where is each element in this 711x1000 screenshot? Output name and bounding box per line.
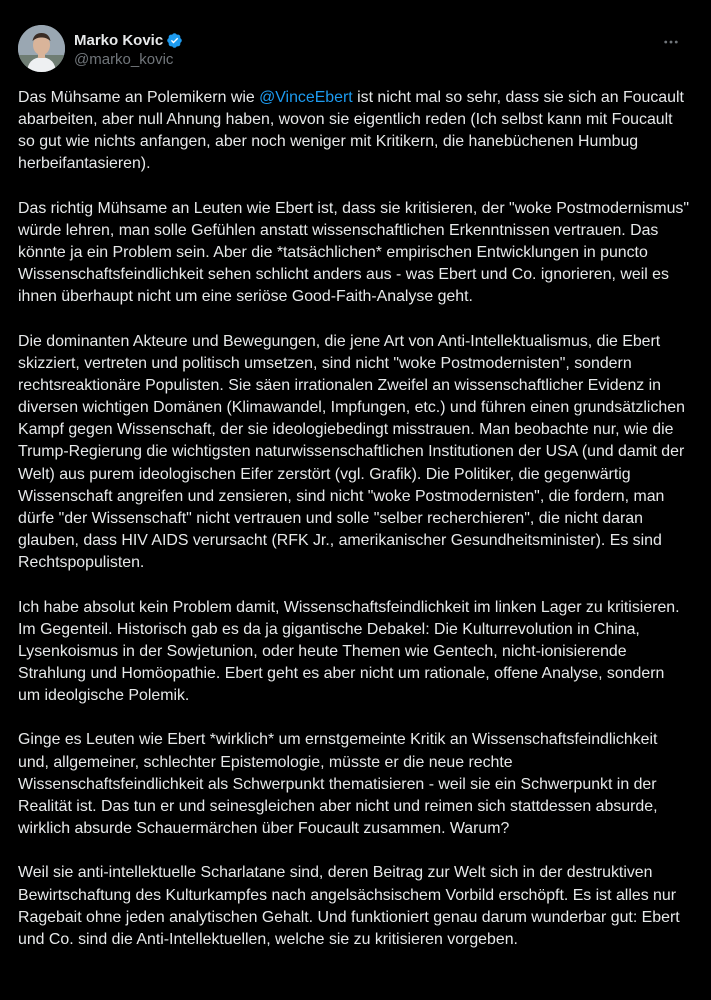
post-paragraph-1	[18, 87, 690, 176]
mention-link[interactable]: @VinceEbert	[259, 89, 353, 106]
avatar[interactable]	[18, 25, 65, 72]
post-paragraph-3: Die dominanten Akteure und Bewegungen, die jene Art von Anti-Intellektualismus, die Ebert skizziert, vertreten und politisch umsetzen, sind nicht "woke Postmodernisten", sondern rechtsreaktionäre Populisten. Sie säen irrationalen Zweifel an wissenschaftlicher Evidenz in diversen wichtigen Domänen (Klimawandel, Impfungen, etc.) und führen einen grundsätzlichen Kampf gegen Wissenschaft, der sie ideologiebedingt misstrauen. Man beobachte nur, wie die Trump-Regierung die wichtigsten naturwissenschaftlichen Institutionen der USA (und damit der Welt) aus purem ideologischen Eifer zerstört (vgl. Grafik). Die Politiker, die gegenwärtig Wissenschaft angreifen und zensieren, sind nicht "woke Postmodernisten", die fordern, man dürfe "der Wissenschaft" nicht vertrauen und solle "selber recherchieren", die nicht daran glauben, dass HIV AIDS verursacht (RFK Jr., amerikanischer Gesundheitsminister). Es sind Rechtspopulisten.	[18, 332, 690, 572]
post-paragraph-2: Das richtig Mühsame an Leuten wie Ebert ist, dass sie kritisieren, der "woke Postmodernismus" würde lehren, man solle Gefühlen anstatt wissenschaftlichen Erkenntnissen vertrauen. Das könnte ja ein Problem sein. Aber die *tatsächlichen* empirischen Entwicklungen in puncto Wissenschaftsfeindlichkeit sehen schlicht anders aus - was Ebert und Co. ignorieren, weil es ihnen überhaupt nicht um eine seriöse Good-Faith-Analyse geht.	[18, 199, 694, 306]
post-paragraph-4: Ich habe absolut kein Problem damit, Wissenschaftsfeindlichkeit im linken Lager zu kritisieren. Im Gegenteil. Historisch gab es da ja gigantische Debakel: Die Kulturrevolution in China, Lysenkoismus in der Sowjetunion, oder heute Themen wie Gentech, nicht-ionisierende Strahlung und Homöopathie. Ebert geht es aber nicht um rationale, offene Analyse, sondern um ideolgische Polemik.	[18, 598, 684, 705]
more-horizontal-icon	[662, 33, 680, 51]
post-header	[18, 25, 694, 75]
more-button[interactable]	[660, 31, 682, 53]
post-paragraph-6: Weil sie anti-intellektuelle Scharlatane sind, deren Beitrag zur Welt sich in der destruktiven Bewirtschaftung des Kulturkampfes nach angelsächsischem Vorbild erschöpft. Es ist alles nur Ragebait ohne jeden analytischen Gehalt. Und funktioniert genau darum wunderbar gut: Ebert und Co. sind die Anti-Intellektuellen, welche sie zu kritisieren vorgeben.	[18, 864, 685, 948]
handle[interactable]: @marko_kovic	[74, 51, 174, 68]
post-paragraph-5: Ginge es Leuten wie Ebert *wirklich* um ernstgemeinte Kritik an Wissenschaftsfeindlichkeit und, allgemeiner, schlechter Epistemologie, müsste er die neue rechte Wissenschaftsfeindlichkeit als Schwerpunkt thematisieren - weil sie ein Schwerpunkt in der Realität ist. Das tun er und seinesgleichen aber nicht und reimen sich stattdessen absurde, wirklich absurde Schauermärchen über Foucault zusammen. Warum?	[18, 731, 662, 838]
author-names	[74, 30, 183, 68]
profile-photo	[18, 25, 65, 72]
paragraph-text: Das Mühsame an Polemikern wie	[18, 89, 260, 106]
paragraph-text: ist nicht mal so sehr, dass sie sich an Foucault abarbeiten, aber null Ahnung haben, wovon sie eigentlich reden (Ich selbst kann mit Foucault so gut wie nichts anfangen, aber noch weniger mit Kritikern, die hanebüchenen Humbug herbeifantasieren).	[18, 89, 689, 173]
verified-badge-icon	[166, 32, 183, 49]
post-text	[18, 87, 694, 973]
display-name[interactable]: Marko Kovic	[74, 31, 164, 49]
